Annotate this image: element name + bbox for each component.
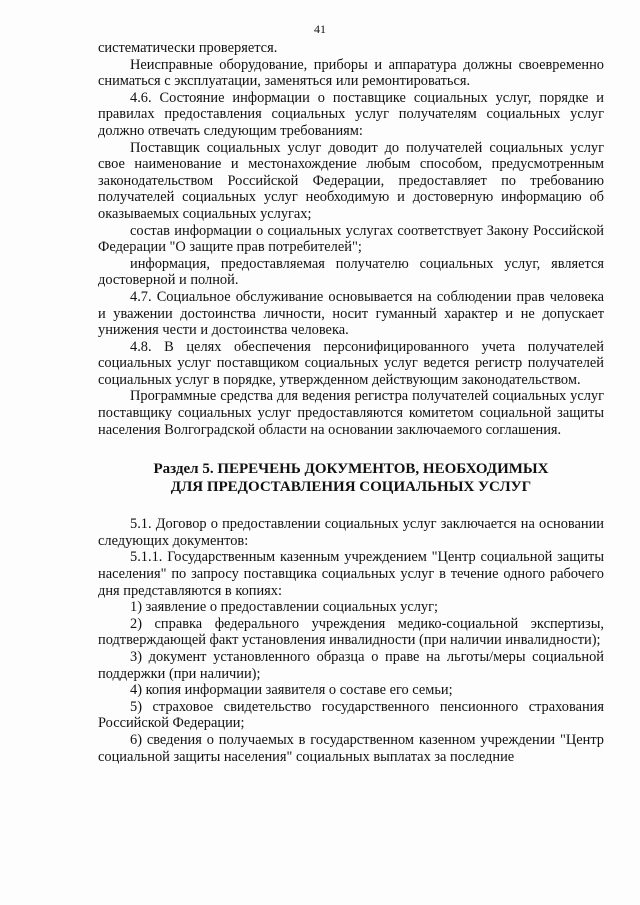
- paragraph: информация, предоставляемая получателю социальных услуг, является достоверной и полной.: [98, 255, 604, 289]
- paragraph: 6) сведения о получаемых в государственном казенном учреждении "Центр социальной защиты населения" социальных выплатах за последние: [98, 731, 604, 765]
- paragraph: 4.7. Социальное обслуживание основывается на соблюдении прав человека и уважении достоинства личности, носит гуманный характер и не допускает унижения чести и достоинства человека.: [98, 288, 604, 339]
- page-number: 41: [314, 22, 326, 36]
- paragraph: Поставщик социальных услуг доводит до получателей социальных услуг свое наименование и местонахождение любым способом, предусмотренным законодательством Российской Федерации, предоставляет по требованию получателей социальных услуг необходимую и достоверную информацию об оказываемых социальных услугах;: [98, 139, 604, 222]
- paragraph: 3) документ установленного образца о праве на льготы/меры социальной поддержки (при наличии);: [98, 649, 604, 682]
- paragraph: 4) копия информации заявителя о составе его семьи;: [130, 682, 453, 699]
- section-heading: [98, 460, 604, 496]
- paragraph: Неисправные оборудование, приборы и аппаратура должны своевременно сниматься с эксплуатации, заменяться или ремонтироваться.: [98, 56, 604, 90]
- paragraphs-bottom: [98, 516, 604, 765]
- paragraph: Программные средства для ведения регистра получателей социальных услуг поставщику социальных услуг предоставляются комитетом социальной защиты населения Волгоградской области на основании заключаемого соглашения.: [98, 388, 604, 438]
- paragraph: состав информации о социальных услугах соответствует Закону Российской Федерации "О защите прав потребителей";: [98, 222, 604, 256]
- paragraph: 1) заявление о предоставлении социальных услуг;: [130, 599, 438, 616]
- paragraph: 4.8. В целях обеспечения персонифицированного учета получателей социальных услуг поставщиком социальных услуг ведется регистр получателей социальных услуг в порядке, утвержденном действующим законодательством.: [98, 338, 604, 388]
- paragraph: систематически проверяется.: [98, 40, 278, 56]
- paragraph: 5) страховое свидетельство государственного пенсионного страхования Российской Федерации;: [98, 698, 604, 732]
- paragraph: 5.1.1. Государственным казенным учреждением "Центр социальной защиты населения" по запросу поставщика социальных услуг в течение одного рабочего дня представляются в копиях:: [98, 549, 604, 599]
- paragraph: 5.1. Договор о предоставлении социальных услуг заключается на основании следующих документов:: [98, 516, 604, 549]
- paragraph: 2) справка федерального учреждения медико-социальной экспертизы, подтверждающей факт установления инвалидности (при наличии инвалидности);: [98, 615, 604, 649]
- section-heading-line-2: ДЛЯ ПРЕДОСТАВЛЕНИЯ СОЦИАЛЬНЫХ УСЛУГ: [170, 479, 532, 496]
- page-content: [98, 40, 604, 765]
- paragraphs-top: [98, 40, 604, 438]
- section-heading-line-1: Раздел 5. ПЕРЕЧЕНЬ ДОКУМЕНТОВ, НЕОБХОДИМЫХ: [153, 461, 549, 478]
- paragraph: 4.6. Состояние информации о поставщике социальных услуг, порядке и правилах предоставления социальных услуг получателям социальных услуг должно отвечать следующим требованиям:: [98, 89, 604, 139]
